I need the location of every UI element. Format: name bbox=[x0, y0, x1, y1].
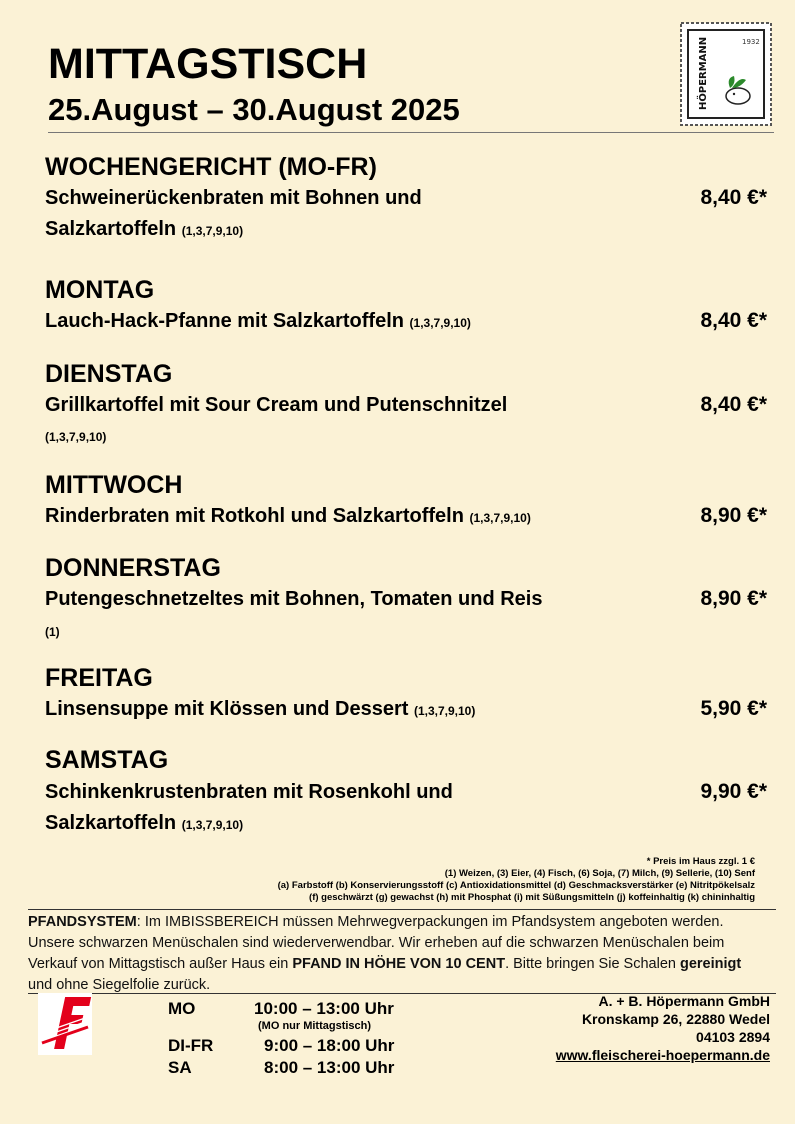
divider bbox=[28, 909, 776, 910]
company-name: A. + B. Höpermann GmbH bbox=[598, 993, 770, 1009]
date-range: 25.August – 30.August 2025 bbox=[48, 92, 460, 127]
price-note: * Preis im Haus zzgl. 1 € bbox=[646, 856, 755, 867]
company-website-link[interactable]: www.fleischerei-hoepermann.de bbox=[555, 1047, 770, 1063]
price: 8,90 €* bbox=[700, 504, 767, 527]
allergen-codes: (1,3,7,9,10) bbox=[413, 704, 476, 718]
allergen-codes: (1,3,7,9,10) bbox=[45, 430, 107, 444]
dish-description: Schweinerückenbraten mit Bohnen und Salzkartoffeln (1,3,7,9,10) bbox=[45, 187, 422, 240]
additive-legend: (f) geschwärzt (g) gewachst (h) mit Phosphat (i) mit Süßungsmitteln (j) koffeinhaltig (k) chininhaltig bbox=[309, 892, 755, 903]
price: 8,40 €* bbox=[700, 309, 767, 332]
price: 9,90 €* bbox=[700, 780, 767, 803]
price: 8,40 €* bbox=[700, 186, 767, 209]
header-divider bbox=[48, 132, 774, 133]
price: 5,90 €* bbox=[700, 697, 767, 720]
allergen-codes: (1,3,7,9,10) bbox=[469, 511, 531, 525]
hoepermann-stamp-logo bbox=[680, 22, 772, 126]
company-address: Kronskamp 26, 22880 Wedel bbox=[581, 1011, 770, 1027]
svg-text:HÖPERMANN: HÖPERMANN bbox=[698, 36, 709, 110]
allergen-legend: (1) Weizen, (3) Eier, (4) Fisch, (6) Soja, (7) Milch, (9) Sellerie, (10) Senf bbox=[444, 868, 755, 879]
company-phone: 04103 2894 bbox=[696, 1029, 770, 1045]
day-heading-samstag: SAMSTAG bbox=[45, 746, 169, 774]
day-heading-mittwoch: MITTWOCH bbox=[45, 471, 183, 499]
hours-mo-label: MO bbox=[168, 999, 196, 1018]
day-heading-wochengericht: WOCHENGERICHT (MO-FR) bbox=[45, 153, 377, 181]
allergen-codes: (1,3,7,9,10) bbox=[181, 818, 244, 832]
dish-description: Lauch-Hack-Pfanne mit Salzkartoffeln (1,3,7,9,10) bbox=[45, 310, 471, 332]
hours-mo-time: 10:00 – 13:00 Uhr bbox=[254, 999, 394, 1018]
dish-description: Schinkenkrustenbraten mit Rosenkohl und Salzkartoffeln (1,3,7,9,10) bbox=[45, 781, 453, 834]
svg-text:1932: 1932 bbox=[742, 38, 760, 46]
day-heading-dienstag: DIENSTAG bbox=[45, 360, 173, 388]
footnotes bbox=[278, 856, 755, 904]
page-title: MITTAGSTISCH bbox=[48, 40, 368, 88]
allergen-codes: (1) bbox=[45, 625, 60, 639]
pfand-notice: PFANDSYSTEM: Im IMBISSBEREICH müssen Mehrwegverpackungen im Pfandsystem angeboten werden. Unsere schwarzen Menüschalen sind wiederverwendbar. Wir erheben auf die schwarzen Menüschalen beim Verkauf von Mittagstisch außer Haus ein PFAND IN HÖHE VON 10 CENT. Bitte bringen Sie Schalen gereinigt und ohne Siegelfolie zurück. bbox=[28, 914, 742, 993]
day-heading-freitag: FREITAG bbox=[45, 664, 153, 692]
hours-sa-label: SA bbox=[168, 1058, 192, 1077]
dish-description: Linsensuppe mit Klössen und Dessert (1,3,7,9,10) bbox=[45, 698, 476, 720]
additive-legend: (a) Farbstoff (b) Konservierungsstoff (c) Antioxidationsmittel (d) Geschmacksverstärker (e) Nitritpökelsalz bbox=[277, 880, 755, 891]
fleischer-f-logo bbox=[38, 993, 92, 1055]
price: 8,90 €* bbox=[700, 587, 767, 610]
dish-description: Grillkartoffel mit Sour Cream und Putenschnitzel bbox=[45, 394, 508, 416]
hours-sa-time: 8:00 – 13:00 Uhr bbox=[264, 1058, 395, 1077]
allergen-codes: (1,3,7,9,10) bbox=[409, 316, 471, 330]
dish-description: Rinderbraten mit Rotkohl und Salzkartoffeln (1,3,7,9,10) bbox=[45, 505, 531, 527]
dish-description: Putengeschnetzeltes mit Bohnen, Tomaten und Reis bbox=[45, 588, 543, 610]
hours-difr-label: DI-FR bbox=[168, 1036, 214, 1055]
day-heading-donnerstag: DONNERSTAG bbox=[45, 554, 221, 582]
day-heading-montag: MONTAG bbox=[45, 276, 155, 304]
hours-mo-note: (MO nur Mittagstisch) bbox=[258, 1020, 372, 1032]
hours-difr-time: 9:00 – 18:00 Uhr bbox=[264, 1036, 395, 1055]
price: 8,40 €* bbox=[700, 393, 767, 416]
allergen-codes: (1,3,7,9,10) bbox=[181, 224, 244, 238]
